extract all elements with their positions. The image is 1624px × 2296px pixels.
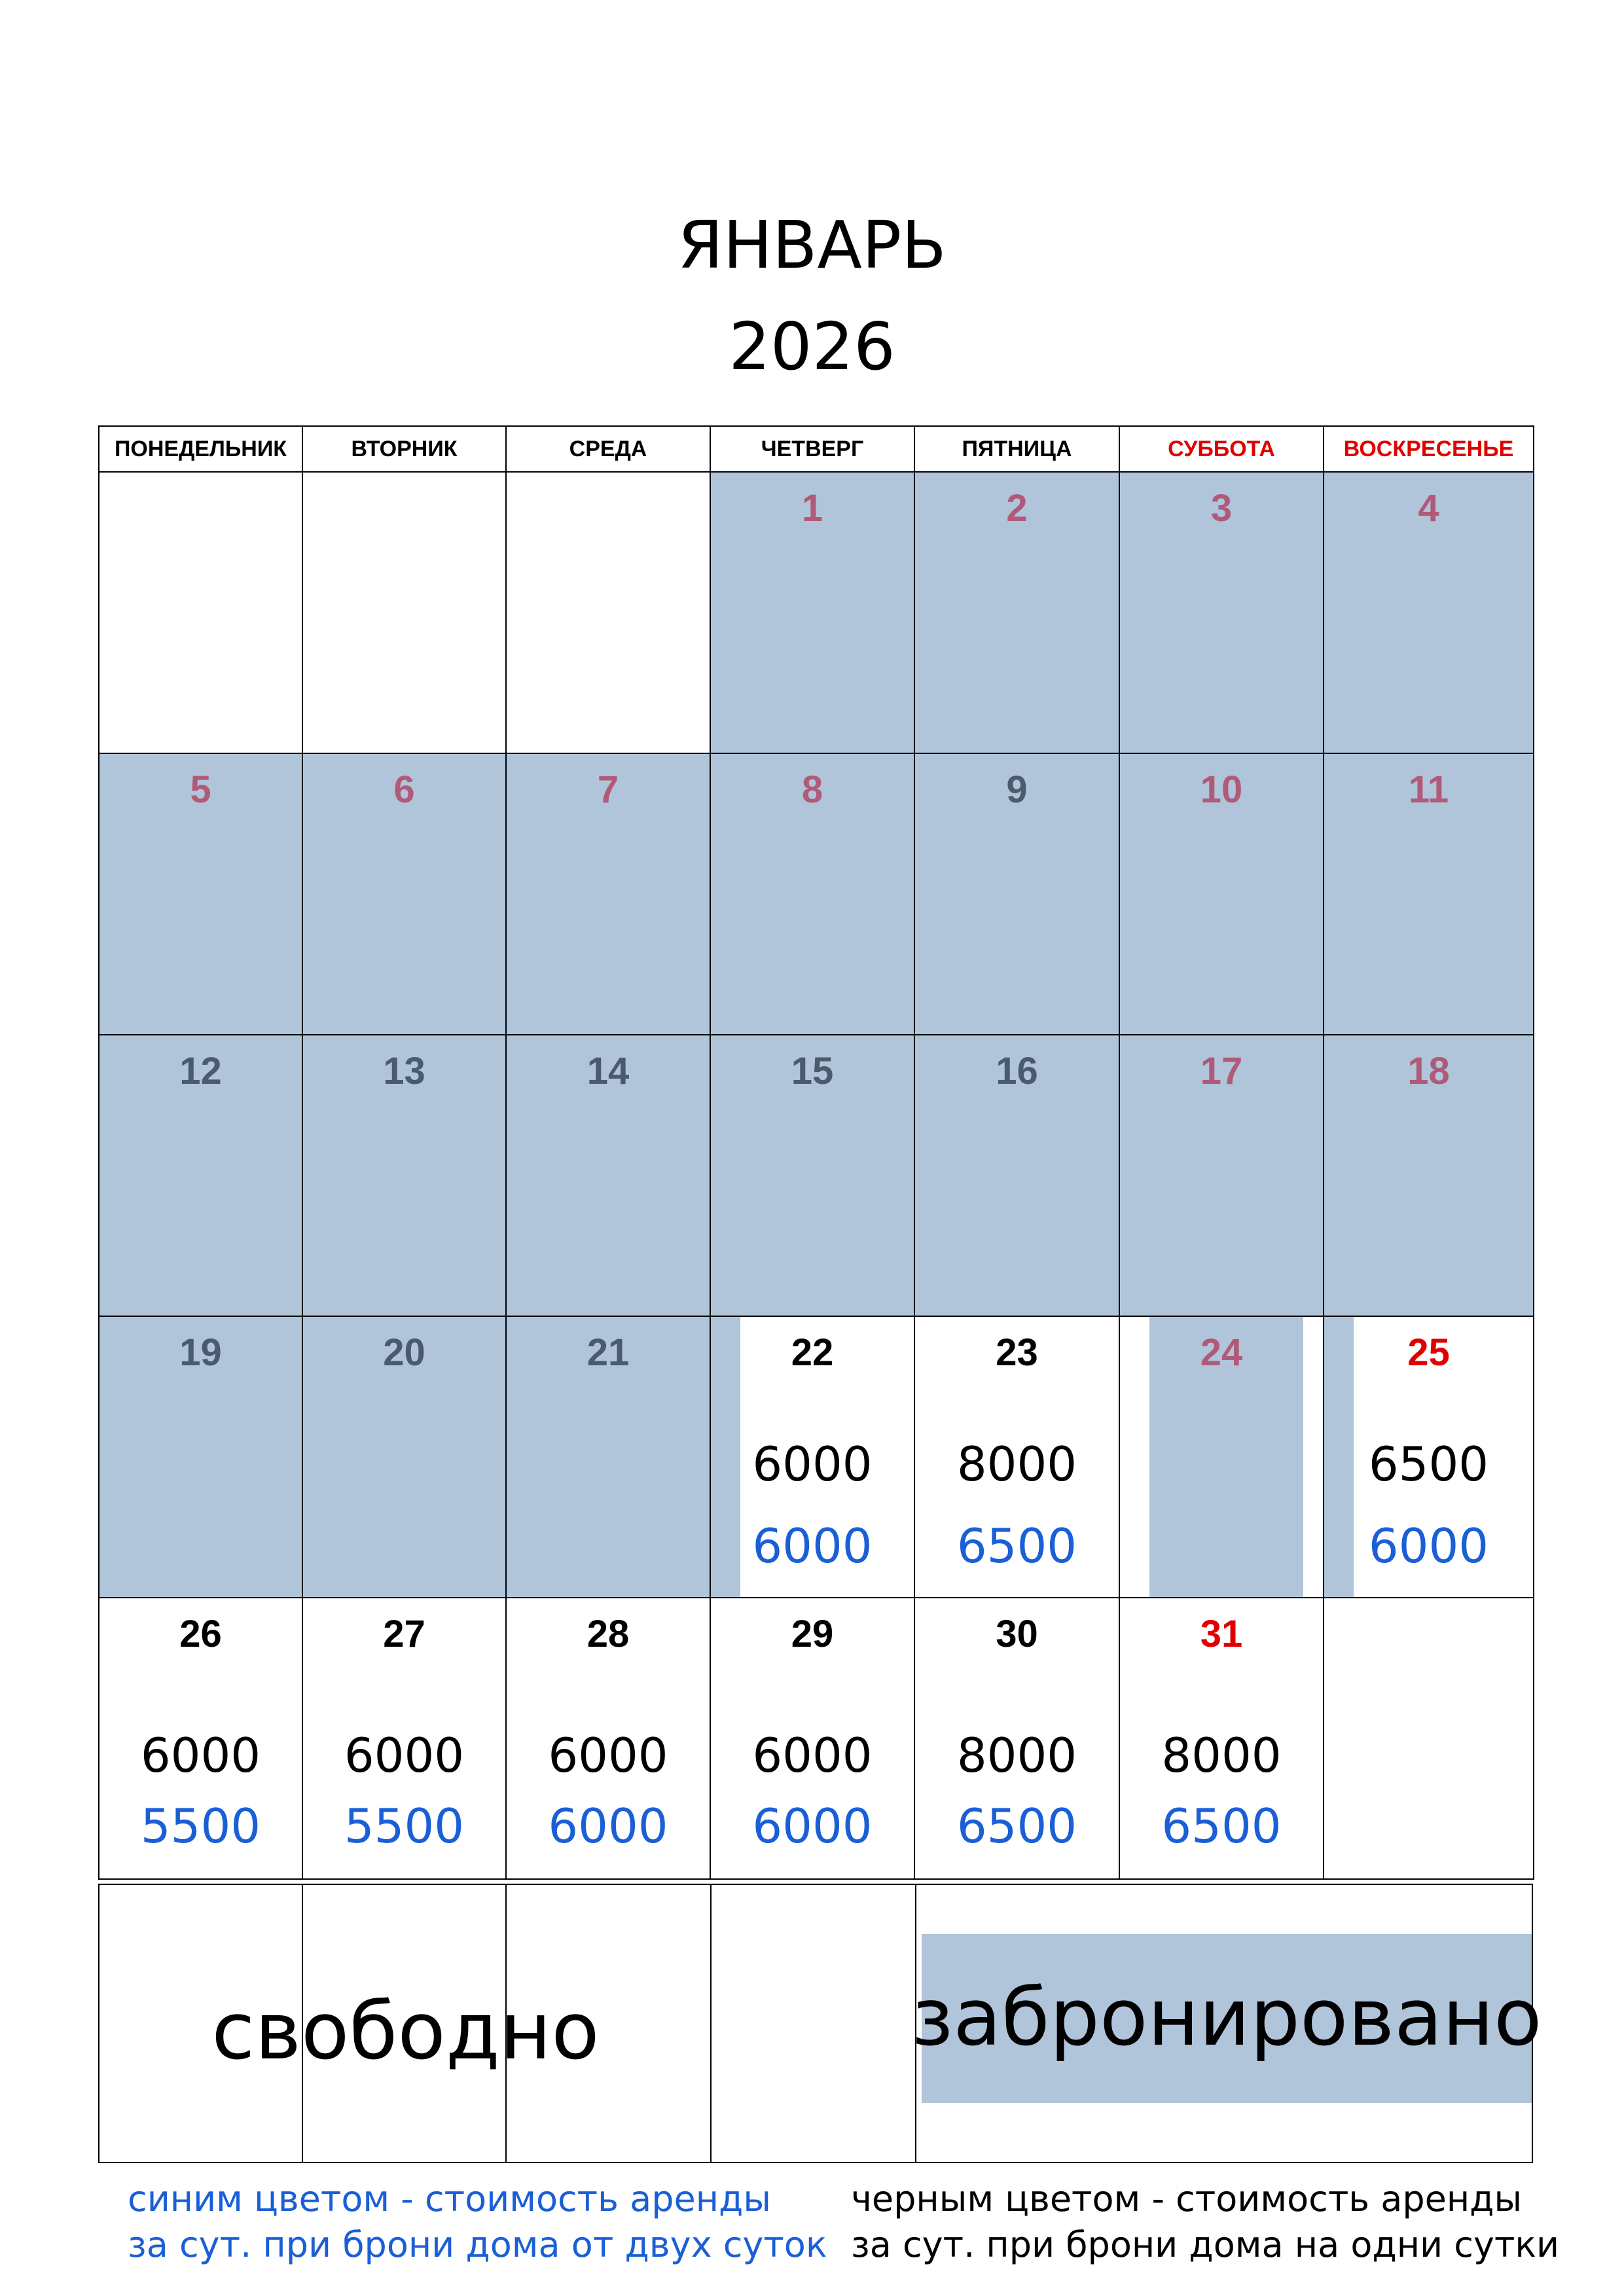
- price-one-day: 8000: [956, 1437, 1077, 1492]
- day-number: 3: [1210, 487, 1233, 529]
- weekday-header: ВОСКРЕСЕНЬЕ: [1323, 425, 1534, 473]
- price-one-day: 6500: [1368, 1437, 1489, 1492]
- weekday-header: СУББОТА: [1119, 425, 1324, 473]
- day-number: 21: [586, 1331, 630, 1374]
- day-cell-26[interactable]: [98, 1597, 303, 1880]
- day-cell-18[interactable]: [1323, 1034, 1534, 1317]
- day-cell-7[interactable]: [505, 753, 711, 1035]
- day-number: 2: [1006, 487, 1028, 529]
- day-number: 23: [996, 1331, 1038, 1374]
- day-number: 30: [996, 1613, 1038, 1655]
- note-blue-line-2: за сут. при брони дома от двух суток: [128, 2224, 827, 2265]
- day-number: 15: [791, 1050, 834, 1092]
- day-cell-25[interactable]: [1323, 1316, 1534, 1598]
- legend-spacer-cell: [710, 1884, 916, 2163]
- day-cell-9[interactable]: [914, 753, 1120, 1035]
- day-number: 12: [179, 1050, 222, 1092]
- day-number: 24: [1200, 1331, 1243, 1374]
- day-cell-28[interactable]: [505, 1597, 711, 1880]
- day-number: 14: [586, 1050, 630, 1092]
- day-number: 26: [179, 1613, 222, 1655]
- price-one-day: 6000: [344, 1728, 465, 1783]
- day-cell-23[interactable]: [914, 1316, 1120, 1598]
- day-cell-13[interactable]: [302, 1034, 507, 1317]
- day-number: 7: [597, 768, 619, 811]
- day-number: 27: [383, 1613, 425, 1655]
- day-cell-21[interactable]: [505, 1316, 711, 1598]
- day-number: 1: [801, 487, 823, 529]
- day-cell-29[interactable]: [710, 1597, 915, 1880]
- day-number: 6: [393, 768, 415, 811]
- day-number: 9: [1006, 768, 1028, 811]
- weekday-header: ПЯТНИЦА: [914, 425, 1120, 473]
- legend: [98, 1884, 1542, 2163]
- day-number: 18: [1407, 1050, 1450, 1092]
- price-one-day: 6000: [752, 1728, 873, 1783]
- day-number: 10: [1200, 768, 1243, 811]
- day-cell-19[interactable]: [98, 1316, 303, 1598]
- day-number: 29: [791, 1613, 834, 1655]
- day-cell-27[interactable]: [302, 1597, 507, 1880]
- day-number: 28: [586, 1613, 630, 1655]
- day-number: 19: [179, 1331, 222, 1374]
- day-cell-22[interactable]: [710, 1316, 915, 1598]
- day-number: 16: [996, 1050, 1038, 1092]
- weekday-header: ПОНЕДЕЛЬНИК: [98, 425, 303, 473]
- day-cell-17[interactable]: [1119, 1034, 1324, 1317]
- note-blue-line-1: синим цветом - стоимость аренды: [128, 2178, 771, 2219]
- day-cell-5[interactable]: [98, 753, 303, 1035]
- year-title: 2026: [729, 308, 895, 385]
- day-cell-1[interactable]: [710, 471, 915, 754]
- price-one-day: 8000: [956, 1728, 1077, 1783]
- price-one-day: 8000: [1161, 1728, 1282, 1783]
- day-number: 8: [801, 768, 823, 811]
- day-cell-15[interactable]: [710, 1034, 915, 1317]
- price-two-days: 6000: [1368, 1518, 1489, 1573]
- day-cell-6[interactable]: [302, 753, 507, 1035]
- day-cell-20[interactable]: [302, 1316, 507, 1598]
- day-cell-14[interactable]: [505, 1034, 711, 1317]
- price-two-days: 6500: [956, 1799, 1077, 1854]
- calendar-grid: [98, 425, 1533, 1882]
- day-cell-2[interactable]: [914, 471, 1120, 754]
- legend-free-cell: [98, 1884, 712, 2163]
- day-cell-11[interactable]: [1323, 753, 1534, 1035]
- day-cell-16[interactable]: [914, 1034, 1120, 1317]
- day-cell-10[interactable]: [1119, 753, 1324, 1035]
- day-cell-30[interactable]: [914, 1597, 1120, 1880]
- weekday-header: ВТОРНИК: [302, 425, 507, 473]
- price-two-days: 6500: [956, 1518, 1077, 1573]
- day-cell-4[interactable]: [1323, 471, 1534, 754]
- note-black: [851, 2176, 1559, 2268]
- day-number: 22: [791, 1331, 834, 1374]
- day-number: 5: [190, 768, 211, 811]
- price-one-day: 6000: [140, 1728, 261, 1783]
- empty-day-cell: [98, 471, 303, 754]
- day-cell-31[interactable]: [1119, 1597, 1324, 1880]
- price-one-day: 6000: [548, 1728, 668, 1783]
- note-blue: [128, 2176, 827, 2268]
- day-number: 4: [1418, 487, 1439, 529]
- day-cell-8[interactable]: [710, 753, 915, 1035]
- empty-day-cell: [505, 471, 711, 754]
- price-two-days: 6500: [1161, 1799, 1282, 1854]
- price-one-day: 6000: [752, 1437, 873, 1492]
- price-two-days: 5500: [140, 1799, 261, 1854]
- note-black-line-2: за сут. при брони дома на одни сутки: [851, 2224, 1560, 2265]
- month-title: ЯНВАРЬ: [677, 207, 947, 283]
- day-number: 17: [1200, 1050, 1243, 1092]
- day-number: 11: [1408, 768, 1449, 811]
- day-cell-24[interactable]: [1119, 1316, 1324, 1598]
- legend-free-label: свободно: [211, 1986, 600, 2077]
- legend-booked-label: забронировано: [922, 1934, 1532, 2103]
- price-two-days: 6000: [752, 1518, 873, 1573]
- empty-day-cell: [302, 471, 507, 754]
- day-cell-12[interactable]: [98, 1034, 303, 1317]
- day-number: 13: [383, 1050, 425, 1092]
- empty-day-cell: [1323, 1597, 1534, 1880]
- legend-booked-cell: [911, 1884, 1542, 2163]
- weekday-header: СРЕДА: [505, 425, 711, 473]
- weekday-header: ЧЕТВЕРГ: [710, 425, 915, 473]
- price-two-days: 5500: [344, 1799, 465, 1854]
- day-cell-3[interactable]: [1119, 471, 1324, 754]
- day-number: 31: [1200, 1613, 1243, 1655]
- day-number: 20: [383, 1331, 425, 1374]
- price-two-days: 6000: [752, 1799, 873, 1854]
- note-black-line-1: черным цветом - стоимость аренды: [851, 2178, 1523, 2219]
- day-number: 25: [1407, 1331, 1450, 1374]
- price-two-days: 6000: [548, 1799, 668, 1854]
